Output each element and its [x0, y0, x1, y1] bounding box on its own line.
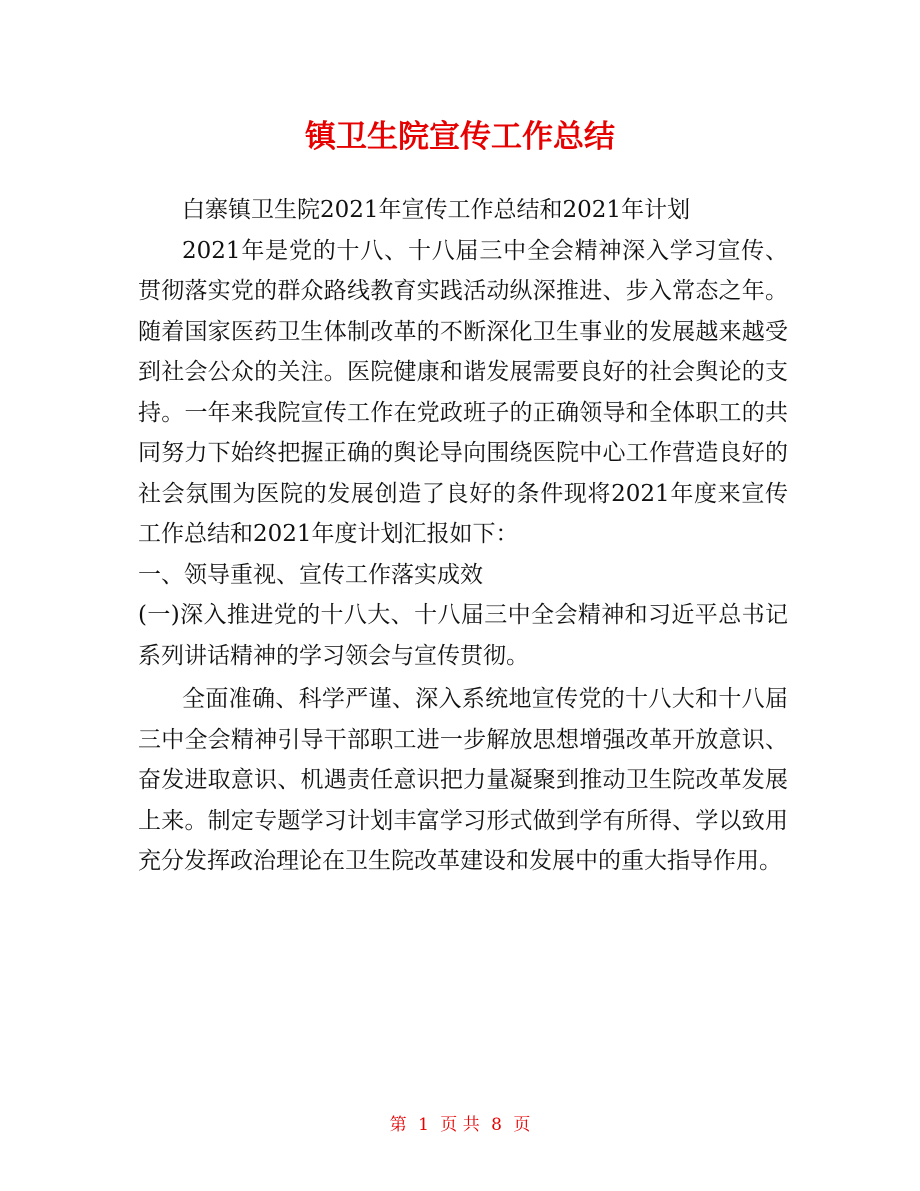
footer-suffix: 页: [513, 1115, 531, 1135]
document-title: 镇卫生院宣传工作总结: [305, 119, 615, 155]
paragraph-intro: 2021年是党的十八、十八届三中全会精神深入学习宣传、贯彻落实党的群众路线教育实践活动纵深推进、步入常态之年。随着国家医药卫生体制改革的不断深化卫生事业的发展越来越受到社会公众的关注。医院健康和谐发展需要良好的社会舆论的支持。一年来我院宣传工作在党政班子的正确领导和全体职工的共同努力下始终把握正确的舆论导向围绕医院中心工作营造良好的社会氛围为医院的发展创造了良好的条件现将2021年度来宣传工作总结和2021年度计划汇报如下：: [138, 237, 788, 547]
paragraph-body: 全面准确、科学严谨、深入系统地宣传党的十八大和十八届三中全会精神引导干部职工进一步解放思想增强改革开放意识、奋发进取意识、机遇责任意识把力量凝聚到推动卫生院改革发展上来。制定专题学习计划丰富学习形式做到学有所得、学以致用充分发挥政治理论在卫生院改革建设和发展中的重大指导作用。: [138, 686, 788, 874]
section-heading: 一、领导重视、宣传工作落实成效: [138, 561, 483, 588]
subsection-heading: (一)深入推进党的十八大、十八届三中全会精神和习近平总书记系列讲话精神的学习领会与宣传贯彻。: [138, 602, 788, 669]
document-body: [138, 190, 788, 882]
page-footer: [0, 1112, 920, 1138]
footer-total-pages: 8: [491, 1115, 502, 1135]
footer-prefix: 第: [389, 1115, 407, 1135]
footer-middle: 页 共: [440, 1115, 480, 1135]
paragraph-subtitle: 白寨镇卫生院2021年宣传工作总结和2021年计划: [182, 197, 691, 223]
footer-page-number: 1: [418, 1115, 429, 1135]
